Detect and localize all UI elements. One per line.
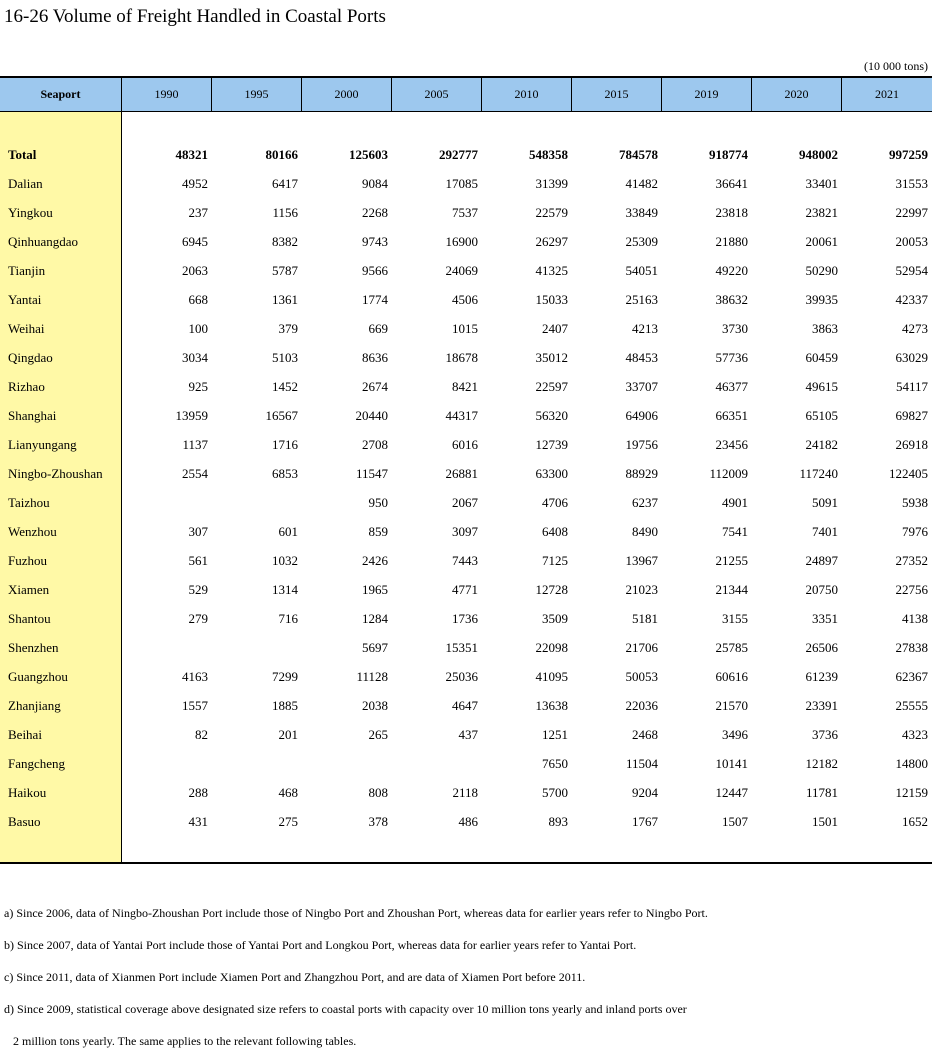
table-row bbox=[0, 343, 932, 372]
table-row-total bbox=[0, 140, 932, 169]
table-cell: 24897 bbox=[805, 553, 838, 568]
table-cell: 561 bbox=[188, 553, 208, 568]
seaport-name: Yantai bbox=[8, 292, 42, 307]
table-cell: 20440 bbox=[355, 408, 388, 423]
seaport-name: Tianjin bbox=[8, 263, 46, 278]
table-cell: 925 bbox=[188, 379, 208, 394]
table-row bbox=[0, 488, 932, 517]
table-cell: 26506 bbox=[805, 640, 838, 655]
footnote: c) Since 2011, data of Xianmen Port include Xiamen Port and Zhangzhou Port, and are data of Xiamen Port before 2011. bbox=[4, 970, 586, 984]
page-title: 16-26 Volume of Freight Handled in Coastal Ports bbox=[4, 6, 386, 27]
table-cell: 3034 bbox=[182, 350, 208, 365]
table-cell: 46377 bbox=[715, 379, 748, 394]
table-cell: 24069 bbox=[445, 263, 478, 278]
table-cell: 1251 bbox=[542, 727, 568, 742]
table-cell: 25036 bbox=[445, 669, 478, 684]
table-cell: 1137 bbox=[182, 437, 208, 452]
table-cell: 23821 bbox=[805, 205, 838, 220]
table-cell: 3097 bbox=[452, 524, 478, 539]
table-cell: 22997 bbox=[895, 205, 928, 220]
table-cell: 486 bbox=[458, 814, 478, 829]
table-row bbox=[0, 604, 932, 633]
table-cell: 22036 bbox=[625, 698, 658, 713]
table-cell: 7650 bbox=[542, 756, 568, 771]
table-cell: 25555 bbox=[895, 698, 928, 713]
table-cell: 8490 bbox=[632, 524, 658, 539]
table-cell: 12728 bbox=[535, 582, 568, 597]
table-cell: 24182 bbox=[805, 437, 838, 452]
table-cell: 13967 bbox=[625, 553, 658, 568]
table-cell: 9204 bbox=[632, 785, 658, 800]
table-cell: 9566 bbox=[362, 263, 388, 278]
table-cell: 31399 bbox=[535, 176, 568, 191]
table-cell: 11547 bbox=[355, 466, 388, 481]
table-cell: 25785 bbox=[715, 640, 748, 655]
table-cell: 2674 bbox=[362, 379, 388, 394]
table-cell: 49220 bbox=[715, 263, 748, 278]
table-cell: 54051 bbox=[625, 263, 658, 278]
table-cell: 5787 bbox=[272, 263, 298, 278]
table-cell: 69827 bbox=[895, 408, 928, 423]
table-cell: 431 bbox=[188, 814, 208, 829]
table-cell: 50290 bbox=[805, 263, 838, 278]
seaport-name: Guangzhou bbox=[8, 669, 68, 684]
table-cell: 2708 bbox=[362, 437, 388, 452]
table-cell: 50053 bbox=[625, 669, 658, 684]
table-cell: 1652 bbox=[902, 814, 928, 829]
table-cell: 2554 bbox=[182, 466, 208, 481]
table-cell: 1774 bbox=[362, 292, 388, 307]
seaport-name: Dalian bbox=[8, 176, 43, 191]
table-cell: 17085 bbox=[445, 176, 478, 191]
table-cell: 38632 bbox=[715, 292, 748, 307]
unit-label: (10 000 tons) bbox=[864, 59, 928, 73]
table-cell: 8382 bbox=[272, 234, 298, 249]
table-cell: 529 bbox=[188, 582, 208, 597]
table-cell: 35012 bbox=[535, 350, 568, 365]
table-cell: 54117 bbox=[895, 379, 928, 394]
table-row bbox=[0, 198, 932, 227]
table-cell: 4647 bbox=[452, 698, 478, 713]
table-cell: 201 bbox=[278, 727, 298, 742]
table-cell: 23456 bbox=[715, 437, 748, 452]
table-cell bbox=[392, 749, 478, 778]
table-cell: 4506 bbox=[452, 292, 478, 307]
table-bottom-rule bbox=[0, 862, 932, 864]
table-row bbox=[0, 662, 932, 691]
table-cell: 11781 bbox=[805, 785, 838, 800]
table-cell: 2118 bbox=[452, 785, 478, 800]
table-cell bbox=[302, 749, 388, 778]
table-cell: 1716 bbox=[272, 437, 298, 452]
table-row bbox=[0, 459, 932, 488]
table-cell: 1015 bbox=[452, 321, 478, 336]
table-cell: 22597 bbox=[535, 379, 568, 394]
table-cell: 80166 bbox=[265, 147, 298, 162]
table-cell: 2407 bbox=[542, 321, 568, 336]
table-cell: 5697 bbox=[362, 640, 388, 655]
seaport-name: Shenzhen bbox=[8, 640, 59, 655]
seaport-name: Xiamen bbox=[8, 582, 50, 597]
table-header bbox=[0, 78, 932, 112]
table-cell: 22579 bbox=[535, 205, 568, 220]
table-cell: 1284 bbox=[362, 611, 388, 626]
table-cell: 25309 bbox=[625, 234, 658, 249]
table-cell bbox=[212, 633, 298, 662]
table-cell: 6016 bbox=[452, 437, 478, 452]
table-cell: 7125 bbox=[542, 553, 568, 568]
header-year: 2021 bbox=[841, 78, 932, 111]
table-cell: 4213 bbox=[632, 321, 658, 336]
table-cell: 548358 bbox=[529, 147, 568, 162]
table-cell: 16567 bbox=[265, 408, 298, 423]
table-cell: 48321 bbox=[175, 147, 208, 162]
seaport-name: Total bbox=[8, 147, 37, 162]
table-cell: 23391 bbox=[805, 698, 838, 713]
table-cell: 292777 bbox=[439, 147, 478, 162]
table-cell: 288 bbox=[188, 785, 208, 800]
table-cell: 437 bbox=[458, 727, 478, 742]
table-cell: 4163 bbox=[182, 669, 208, 684]
table-cell: 65105 bbox=[805, 408, 838, 423]
table-row bbox=[0, 633, 932, 662]
table-cell: 21570 bbox=[715, 698, 748, 713]
table-cell: 61239 bbox=[805, 669, 838, 684]
table-cell: 11504 bbox=[625, 756, 658, 771]
table-cell: 8636 bbox=[362, 350, 388, 365]
table-cell: 36641 bbox=[715, 176, 748, 191]
table-cell: 12739 bbox=[535, 437, 568, 452]
table-cell: 5700 bbox=[542, 785, 568, 800]
seaport-name: Yingkou bbox=[8, 205, 53, 220]
table-cell: 6237 bbox=[632, 495, 658, 510]
table-cell: 378 bbox=[368, 814, 388, 829]
table-cell: 4138 bbox=[902, 611, 928, 626]
table-cell: 26881 bbox=[445, 466, 478, 481]
table-cell: 7299 bbox=[272, 669, 298, 684]
table-cell: 2426 bbox=[362, 553, 388, 568]
table-cell: 62367 bbox=[895, 669, 928, 684]
table-row bbox=[0, 169, 932, 198]
table-cell: 3863 bbox=[812, 321, 838, 336]
table-cell: 15351 bbox=[445, 640, 478, 655]
table-cell: 997259 bbox=[889, 147, 928, 162]
table-cell: 33849 bbox=[625, 205, 658, 220]
table-cell: 859 bbox=[368, 524, 388, 539]
table-cell: 60459 bbox=[805, 350, 838, 365]
table-cell: 11128 bbox=[356, 669, 388, 684]
table-cell: 2063 bbox=[182, 263, 208, 278]
table-cell bbox=[122, 749, 208, 778]
table-cell: 41482 bbox=[625, 176, 658, 191]
table-cell: 4323 bbox=[902, 727, 928, 742]
header-year: 2020 bbox=[751, 78, 841, 111]
table-cell: 66351 bbox=[715, 408, 748, 423]
table-cell: 26918 bbox=[895, 437, 928, 452]
table-cell: 3155 bbox=[722, 611, 748, 626]
table-cell: 100 bbox=[188, 321, 208, 336]
table-cell: 15033 bbox=[535, 292, 568, 307]
table-row bbox=[0, 517, 932, 546]
table-cell: 4901 bbox=[722, 495, 748, 510]
table-cell: 1507 bbox=[722, 814, 748, 829]
table-cell: 307 bbox=[188, 524, 208, 539]
table-cell: 237 bbox=[188, 205, 208, 220]
header-year: 2000 bbox=[301, 78, 391, 111]
table-cell: 1501 bbox=[812, 814, 838, 829]
table-cell: 601 bbox=[278, 524, 298, 539]
table-cell: 122405 bbox=[889, 466, 928, 481]
table-cell: 49615 bbox=[805, 379, 838, 394]
table-cell: 6417 bbox=[272, 176, 298, 191]
table-cell: 2468 bbox=[632, 727, 658, 742]
table-cell: 10141 bbox=[715, 756, 748, 771]
table-cell: 12159 bbox=[895, 785, 928, 800]
table-cell: 14800 bbox=[895, 756, 928, 771]
table-cell: 3496 bbox=[722, 727, 748, 742]
seaport-name: Fuzhou bbox=[8, 553, 47, 568]
table-cell: 468 bbox=[278, 785, 298, 800]
table-cell: 64906 bbox=[625, 408, 658, 423]
table-cell: 21880 bbox=[715, 234, 748, 249]
table-cell: 26297 bbox=[535, 234, 568, 249]
table-cell: 9743 bbox=[362, 234, 388, 249]
table-cell: 1885 bbox=[272, 698, 298, 713]
header-year: 1995 bbox=[211, 78, 301, 111]
table-cell: 4952 bbox=[182, 176, 208, 191]
seaport-name: Zhanjiang bbox=[8, 698, 61, 713]
seaport-name: Beihai bbox=[8, 727, 42, 742]
table-row bbox=[0, 401, 932, 430]
table-cell: 52954 bbox=[895, 263, 928, 278]
table-cell: 808 bbox=[368, 785, 388, 800]
seaport-name: Qingdao bbox=[8, 350, 53, 365]
footnote: b) Since 2007, data of Yantai Port include those of Yantai Port and Longkou Port, whereas data for earlier years refer to Yantai Port. bbox=[4, 938, 637, 952]
header-year: 1990 bbox=[121, 78, 211, 111]
table-cell: 7537 bbox=[452, 205, 478, 220]
table-cell: 4273 bbox=[902, 321, 928, 336]
table-cell: 18678 bbox=[445, 350, 478, 365]
table-cell: 275 bbox=[278, 814, 298, 829]
table-cell bbox=[212, 488, 298, 517]
table-row bbox=[0, 749, 932, 778]
seaport-name: Ningbo-Zhoushan bbox=[8, 466, 103, 481]
table-cell: 3351 bbox=[812, 611, 838, 626]
table-cell: 3730 bbox=[722, 321, 748, 336]
table-cell: 1736 bbox=[452, 611, 478, 626]
table-cell: 265 bbox=[368, 727, 388, 742]
table-cell: 22098 bbox=[535, 640, 568, 655]
table-cell: 112009 bbox=[709, 466, 748, 481]
table-cell: 33401 bbox=[805, 176, 838, 191]
table-cell: 20750 bbox=[805, 582, 838, 597]
table-cell: 668 bbox=[188, 292, 208, 307]
table-cell: 41095 bbox=[535, 669, 568, 684]
table-cell: 82 bbox=[195, 727, 208, 742]
table-cell: 279 bbox=[188, 611, 208, 626]
table-cell: 117240 bbox=[799, 466, 838, 481]
table-cell: 4771 bbox=[452, 582, 478, 597]
table-cell: 3509 bbox=[542, 611, 568, 626]
table-cell: 1557 bbox=[182, 698, 208, 713]
table-cell: 60616 bbox=[715, 669, 748, 684]
table-cell: 57736 bbox=[715, 350, 748, 365]
table-cell: 6945 bbox=[182, 234, 208, 249]
seaport-name: Fangcheng bbox=[8, 756, 66, 771]
seaport-name: Shanghai bbox=[8, 408, 57, 423]
footnote: a) Since 2006, data of Ningbo-Zhoushan Port include those of Ningbo Port and Zhoushan Port, whereas data for earlier years refer to Ningbo Port. bbox=[4, 906, 708, 920]
table-cell: 5091 bbox=[812, 495, 838, 510]
table-cell: 948002 bbox=[799, 147, 838, 162]
seaport-name: Rizhao bbox=[8, 379, 45, 394]
seaport-name: Shantou bbox=[8, 611, 51, 626]
header-year: 2010 bbox=[481, 78, 571, 111]
seaport-name: Weihai bbox=[8, 321, 45, 336]
table-cell: 1965 bbox=[362, 582, 388, 597]
table-cell: 1032 bbox=[272, 553, 298, 568]
table-row bbox=[0, 691, 932, 720]
header-seaport: Seaport bbox=[40, 87, 81, 101]
table-cell: 20061 bbox=[805, 234, 838, 249]
table-cell: 31553 bbox=[895, 176, 928, 191]
table-cell: 27838 bbox=[895, 640, 928, 655]
table-row bbox=[0, 314, 932, 343]
table-cell: 63029 bbox=[895, 350, 928, 365]
table-cell: 1361 bbox=[272, 292, 298, 307]
table-row bbox=[0, 575, 932, 604]
table-cell: 39935 bbox=[805, 292, 838, 307]
table-cell: 6853 bbox=[272, 466, 298, 481]
table-cell: 2268 bbox=[362, 205, 388, 220]
table-cell: 22756 bbox=[895, 582, 928, 597]
table-cell: 918774 bbox=[709, 147, 748, 162]
table-cell: 13638 bbox=[535, 698, 568, 713]
table-cell: 12447 bbox=[715, 785, 748, 800]
table-cell: 63300 bbox=[535, 466, 568, 481]
table-cell: 25163 bbox=[625, 292, 658, 307]
table-cell: 7976 bbox=[902, 524, 928, 539]
seaport-name: Qinhuangdao bbox=[8, 234, 79, 249]
table-cell: 21706 bbox=[625, 640, 658, 655]
footnote: d) Since 2009, statistical coverage above designated size refers to coastal ports with capacity over 10 million tons yearly and inland ports over bbox=[4, 1002, 687, 1016]
table-cell: 1452 bbox=[272, 379, 298, 394]
table-cell: 5103 bbox=[272, 350, 298, 365]
table-cell: 3736 bbox=[812, 727, 838, 742]
table-cell: 27352 bbox=[895, 553, 928, 568]
table-cell: 12182 bbox=[805, 756, 838, 771]
table-cell: 7541 bbox=[722, 524, 748, 539]
seaport-name: Basuo bbox=[8, 814, 41, 829]
table-cell: 41325 bbox=[535, 263, 568, 278]
table-row bbox=[0, 546, 932, 575]
header-year: 2005 bbox=[391, 78, 481, 111]
table-cell: 16900 bbox=[445, 234, 478, 249]
seaport-name: Haikou bbox=[8, 785, 47, 800]
table-cell: 8421 bbox=[452, 379, 478, 394]
table-cell: 23818 bbox=[715, 205, 748, 220]
table-cell: 20053 bbox=[895, 234, 928, 249]
table-cell: 950 bbox=[368, 495, 388, 510]
table-cell: 7401 bbox=[812, 524, 838, 539]
table-cell: 33707 bbox=[625, 379, 658, 394]
table-row bbox=[0, 807, 932, 836]
table-cell: 56320 bbox=[535, 408, 568, 423]
table-cell bbox=[122, 488, 208, 517]
table-cell: 5181 bbox=[632, 611, 658, 626]
table-row bbox=[0, 227, 932, 256]
table-row bbox=[0, 285, 932, 314]
table-cell: 21255 bbox=[715, 553, 748, 568]
table-cell: 4706 bbox=[542, 495, 568, 510]
table-cell: 1314 bbox=[272, 582, 298, 597]
table-cell: 1767 bbox=[632, 814, 658, 829]
table-row bbox=[0, 256, 932, 285]
table-cell: 19756 bbox=[625, 437, 658, 452]
table-cell bbox=[212, 749, 298, 778]
table-row bbox=[0, 430, 932, 459]
seaport-name: Taizhou bbox=[8, 495, 50, 510]
table-row bbox=[0, 720, 932, 749]
table-cell: 44317 bbox=[445, 408, 478, 423]
table-cell: 893 bbox=[548, 814, 568, 829]
table-cell: 2038 bbox=[362, 698, 388, 713]
table-cell: 13959 bbox=[175, 408, 208, 423]
footnote: 2 million tons yearly. The same applies to the relevant following tables. bbox=[4, 1034, 357, 1048]
header-year: 2015 bbox=[571, 78, 661, 111]
table-cell bbox=[122, 633, 208, 662]
table-cell: 21344 bbox=[715, 582, 748, 597]
table-cell: 42337 bbox=[895, 292, 928, 307]
table-cell: 6408 bbox=[542, 524, 568, 539]
table-cell: 48453 bbox=[625, 350, 658, 365]
header-year: 2019 bbox=[661, 78, 751, 111]
table-cell: 716 bbox=[278, 611, 298, 626]
table-cell: 88929 bbox=[625, 466, 658, 481]
table-cell: 7443 bbox=[452, 553, 478, 568]
table-cell: 125603 bbox=[349, 147, 388, 162]
table-cell: 2067 bbox=[452, 495, 478, 510]
table-cell: 379 bbox=[278, 321, 298, 336]
seaport-name: Wenzhou bbox=[8, 524, 57, 539]
table-row bbox=[0, 372, 932, 401]
table-cell: 5938 bbox=[902, 495, 928, 510]
seaport-name: Lianyungang bbox=[8, 437, 77, 452]
table-cell: 1156 bbox=[272, 205, 298, 220]
table-cell: 669 bbox=[368, 321, 388, 336]
table-row bbox=[0, 778, 932, 807]
table-cell: 784578 bbox=[619, 147, 658, 162]
table-cell: 9084 bbox=[362, 176, 388, 191]
table-cell: 21023 bbox=[625, 582, 658, 597]
